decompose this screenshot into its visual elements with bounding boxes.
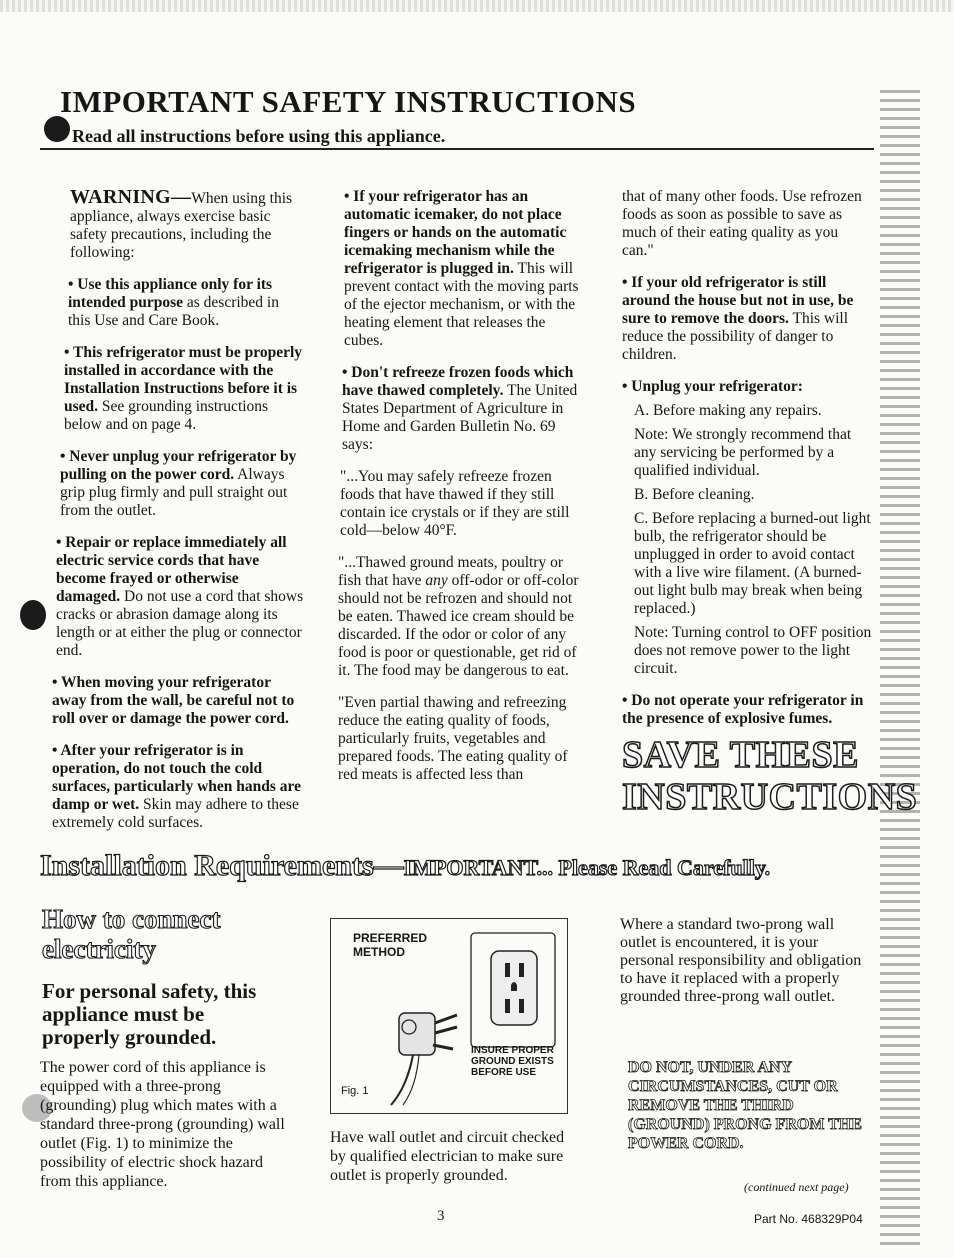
figure-insure-1: INSURE PROPER	[471, 1045, 554, 1056]
rule-text: This will prevent contact with the moving parts of the ejector mechanism, or with the heating element that releases the cubes.	[344, 260, 579, 349]
rule-icemaker: • If your refrigerator has an automatic icemaker, do not place fingers or hands on the automatic icemaking mechanism while the refrigerator is plugged in.	[344, 188, 567, 277]
save-instructions-banner	[622, 734, 918, 818]
unplug-b: B. Before cleaning.	[634, 486, 755, 503]
save-line-1: SAVE THESE	[622, 734, 860, 776]
figure-preferred-2: METHOD	[353, 945, 405, 959]
safety-column-1	[52, 188, 304, 846]
rule-moving: • When moving your refrigerator away from the wall, be careful not to roll over or damage the power cord.	[52, 674, 295, 727]
figure-insure-label	[471, 1045, 554, 1078]
scan-top-edge	[0, 0, 954, 12]
warning-heading: WARNING—	[70, 186, 192, 208]
quote-3-cont: that of many other foods. Use refrozen foods as soon as possible to save as much of their eating quality as you can."	[622, 188, 862, 259]
punch-hole-icon	[20, 600, 46, 630]
safety-column-3	[622, 188, 872, 742]
outlet-check-text: Have wall outlet and circuit checked by qualified electrician to make sure outlet is properly grounded.	[330, 1129, 565, 1184]
quote-2-cont: off-odor or off-color should not be refrozen and should not be eaten. Thawed ice cream should be discarded. If the odor or color of any food is poor or questionable, get rid of it. The food may be dangerous to eat.	[338, 572, 579, 679]
quote-1: "...You may safely refreeze frozen foods that have thawed if they still contain ice crystals or if they are still cold—below 40°F.	[340, 468, 570, 539]
how-line-2: electricity	[42, 934, 156, 964]
safety-column-2	[338, 188, 586, 798]
personal-safety-heading: For personal safety, this appliance must be properly grounded.	[42, 979, 257, 1049]
power-cord-text: The power cord of this appliance is equipped with a three-prong (grounding) plug which mates with a standard three-prong (grounding) wall outlet (Fig. 1) to minimize the possibility of electric shock hazard from this appliance.	[40, 1059, 285, 1190]
rule-text: See grounding instructions below and on page 4.	[64, 398, 269, 433]
outlet-plug-illustration-icon	[361, 927, 561, 1107]
rule-text: Do not use a cord that shows cracks or abrasion damage along its length or at either the plug or connector end.	[56, 588, 304, 659]
how-to-connect-heading	[42, 904, 282, 964]
rule-cold-surfaces: • After your refrigerator is in operation, do not touch the cold surfaces, particularly when hands are damp or wet.	[52, 742, 302, 813]
rule-intended-use: • Use this appliance only for its intended purpose	[68, 276, 273, 311]
rule-explosive-fumes: • Do not operate your refrigerator in the presence of explosive fumes.	[622, 692, 864, 727]
installation-title-a: Installation Requirements—	[40, 849, 404, 882]
rule-text: The United States Department of Agriculture in Home and Garden Bulletin No. 69 says:	[342, 382, 578, 453]
unplug-note-2: Note: Turning control to OFF position does not remove power to the light circuit.	[634, 624, 872, 677]
continued-note: (continued next page)	[744, 1180, 849, 1194]
rule-text: Skin may adhere to these extremely cold surfaces.	[52, 796, 299, 831]
rule-text: Always grip plug firmly and pull straight out from the outlet.	[60, 466, 288, 519]
scan-right-edge	[880, 90, 920, 1250]
two-prong-text: Where a standard two-prong wall outlet is encountered, it is your personal responsibility and obligation to have it replaced with a properly grounded three-prong wall outlet.	[620, 916, 862, 1005]
warning-text: When using this appliance, always exercise basic safety precautions, including the following:	[70, 190, 293, 261]
rule-text: This will reduce the possibility of danger to children.	[622, 310, 849, 363]
rule-unplug-when: • Unplug your refrigerator:	[622, 378, 803, 395]
quote-2-emphasis: any	[425, 572, 448, 589]
part-number: Part No. 468329P04	[754, 1212, 863, 1226]
figure-number: Fig. 1	[341, 1085, 369, 1097]
rule-unplug: • Never unplug your refrigerator by pulling on the power cord.	[60, 448, 297, 483]
installation-title-b: IMPORTANT	[403, 855, 537, 880]
save-line-2: INSTRUCTIONS	[622, 776, 918, 818]
rule-text: as described in this Use and Care Book.	[68, 294, 279, 329]
quote-2: "...Thawed ground meats, poultry or fish that have	[338, 554, 563, 589]
rule-old-refrigerator: • If your old refrigerator is still around the house but not in use, be sure to remove the doors.	[622, 274, 854, 327]
rule-refreeze: • Don't refreeze frozen foods which have thawed completely.	[342, 364, 574, 399]
page-title: IMPORTANT SAFETY INSTRUCTIONS	[60, 84, 637, 119]
unplug-a: A. Before making any repairs.	[634, 402, 822, 419]
page-subtitle: Read all instructions before using this appliance.	[72, 126, 446, 146]
do-not-cut-warning: DO NOT, UNDER ANY CIRCUMSTANCES, CUT OR REMOVE THE THIRD (GROUND) PRONG FROM THE POWER CORD.	[628, 1059, 862, 1152]
figure-preferred-1: PREFERRED	[353, 931, 428, 945]
rule-installation: • This refrigerator must be properly installed in accordance with the Installation Instructions before it is used.	[64, 344, 303, 415]
installation-title	[40, 848, 880, 886]
page-number: 3	[437, 1208, 445, 1224]
punch-hole-icon	[44, 116, 70, 142]
quote-3: "Even partial thawing and refreezing reduce the eating quality of foods, particularly fruits, vegetables and prepared foods. The eating quality of red meats is affected less than	[338, 694, 568, 783]
figure-grounded-outlet	[330, 918, 568, 1114]
how-line-1: How to connect	[42, 904, 221, 934]
header-rule	[40, 148, 874, 150]
figure-insure-3: BEFORE USE	[471, 1067, 537, 1078]
rule-cords: • Repair or replace immediately all electric service cords that have become frayed or otherwise damaged.	[56, 534, 287, 605]
unplug-note-1: Note: We strongly recommend that any servicing be performed by a qualified individual.	[634, 426, 852, 479]
figure-insure-2: GROUND EXISTS	[471, 1056, 554, 1067]
unplug-c: C. Before replacing a burned-out light bulb, the refrigerator should be unplugged in order to avoid contact with a live wire filament. (A burned-out light bulb may break when being replaced.)	[634, 510, 871, 617]
installation-title-c: ... Please Read Carefully.	[536, 855, 771, 880]
